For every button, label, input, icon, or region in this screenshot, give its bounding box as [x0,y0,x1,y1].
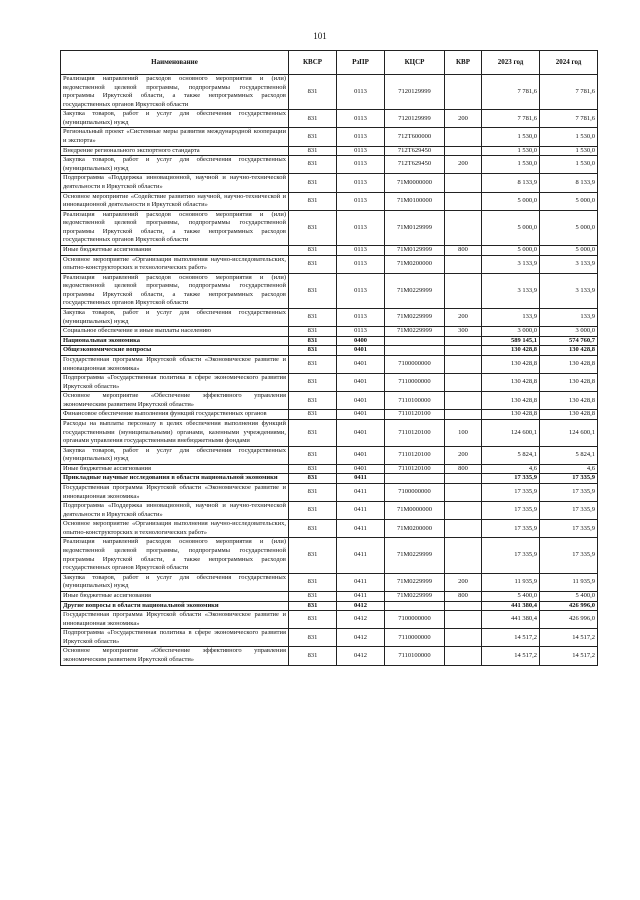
cell-kvsr: 831 [289,591,337,601]
table-row [61,110,598,128]
cell-kvsr: 831 [289,573,337,591]
cell-kcsr: 7110120100 [385,464,445,474]
cell-rzpr: 0113 [337,255,385,273]
cell-amount-2023: 130 428,8 [482,410,540,420]
cell-kvsr: 831 [289,273,337,308]
cell-name: Закупка товаров, работ и услуг для обеспечения государственных (муниципальных) нужд [61,110,289,128]
cell-kvsr: 831 [289,245,337,255]
cell-rzpr: 0113 [337,75,385,110]
cell-name: Иные бюджетные ассигнования [61,245,289,255]
cell-amount-2024: 7 781,6 [540,75,598,110]
cell-rzpr: 0401 [337,446,385,464]
cell-amount-2023: 11 935,9 [482,573,540,591]
cell-amount-2024: 130 428,8 [540,374,598,392]
cell-rzpr: 0411 [337,484,385,502]
cell-amount-2023: 1 530,0 [482,146,540,156]
cell-kvr [445,538,482,573]
cell-name: Общеэкономические вопросы [61,346,289,356]
cell-kvsr: 831 [289,156,337,174]
table-body [61,75,598,666]
cell-rzpr: 0113 [337,128,385,146]
cell-kvr [445,520,482,538]
cell-kcsr: 71М0000000 [385,174,445,192]
cell-amount-2023: 5 824,1 [482,446,540,464]
cell-amount-2023: 3 133,9 [482,255,540,273]
cell-amount-2023: 17 335,9 [482,520,540,538]
cell-amount-2023: 130 428,8 [482,374,540,392]
cell-amount-2024: 3 133,9 [540,255,598,273]
cell-name: Государственная программа Иркутской области «Экономическое развитие и инновационная экономика» [61,611,289,629]
cell-name: Финансовое обеспечение выполнения функций государственных органов [61,410,289,420]
cell-kcsr: 71М0000000 [385,502,445,520]
table-row [61,464,598,474]
table-header-row [61,51,598,75]
cell-kvr [445,336,482,346]
budget-table [60,50,598,666]
cell-rzpr: 0113 [337,146,385,156]
cell-kcsr: 7110100000 [385,647,445,665]
page-number: 101 [313,31,327,41]
table-row [61,647,598,665]
cell-name: Закупка товаров, работ и услуг для обеспечения государственных (муниципальных) нужд [61,309,289,327]
cell-amount-2024: 130 428,8 [540,355,598,373]
cell-amount-2024: 1 530,0 [540,146,598,156]
cell-amount-2023: 5 000,0 [482,192,540,210]
table-row [61,156,598,174]
cell-amount-2024: 426 996,0 [540,601,598,611]
cell-amount-2023: 17 335,9 [482,502,540,520]
cell-amount-2024: 17 335,9 [540,474,598,484]
cell-amount-2023: 14 517,2 [482,629,540,647]
cell-amount-2023: 7 781,6 [482,110,540,128]
cell-kvr [445,647,482,665]
table-row [61,327,598,337]
cell-amount-2023: 130 428,8 [482,392,540,410]
cell-name: Реализация направлений расходов основного мероприятия и (или) ведомственной целевой программы, подпрограммы государственной программы Иркутской области, а также непрограммных расходов государственных органов Иркутской области [61,210,289,245]
cell-amount-2023: 130 428,8 [482,346,540,356]
cell-kvr: 800 [445,464,482,474]
header-kvsr: КВСР [289,51,337,75]
cell-amount-2024: 8 133,9 [540,174,598,192]
cell-rzpr: 0411 [337,520,385,538]
cell-kcsr [385,346,445,356]
cell-amount-2023: 3 133,9 [482,273,540,308]
table-row [61,75,598,110]
cell-amount-2023: 1 530,0 [482,156,540,174]
cell-name: Подпрограмма «Поддержка инновационной, научной и научно-технической деятельности в Иркутской области» [61,502,289,520]
cell-kvsr: 831 [289,502,337,520]
cell-kvsr: 831 [289,75,337,110]
cell-amount-2023: 3 000,0 [482,327,540,337]
cell-kvsr: 831 [289,374,337,392]
header-year-2023: 2023 год [482,51,540,75]
cell-rzpr: 0401 [337,392,385,410]
cell-kvsr: 831 [289,520,337,538]
cell-name: Подпрограмма «Государственная политика в сфере экономического развития Иркутской области» [61,374,289,392]
cell-kvr: 200 [445,446,482,464]
cell-amount-2023: 14 517,2 [482,647,540,665]
cell-kvsr: 831 [289,446,337,464]
header-kvr: КВР [445,51,482,75]
cell-kvsr: 831 [289,484,337,502]
cell-name: Национальная экономика [61,336,289,346]
table-row [61,502,598,520]
table-row [61,446,598,464]
table-row [61,146,598,156]
cell-kvr [445,601,482,611]
cell-kcsr: 71М0200000 [385,520,445,538]
cell-kvr [445,410,482,420]
cell-amount-2024: 5 000,0 [540,210,598,245]
cell-amount-2023: 5 000,0 [482,245,540,255]
cell-rzpr: 0412 [337,601,385,611]
cell-kvr [445,484,482,502]
cell-rzpr: 0401 [337,419,385,446]
table-row [61,174,598,192]
cell-kvsr: 831 [289,210,337,245]
cell-kvr [445,346,482,356]
cell-amount-2023: 5 000,0 [482,210,540,245]
table-row [61,601,598,611]
cell-kvsr: 831 [289,538,337,573]
cell-amount-2023: 17 335,9 [482,538,540,573]
header-year-2024: 2024 год [540,51,598,75]
cell-amount-2023: 1 530,0 [482,128,540,146]
cell-kvsr: 831 [289,255,337,273]
cell-kvsr: 831 [289,464,337,474]
cell-kvr: 200 [445,573,482,591]
cell-kcsr: 7110000000 [385,629,445,647]
cell-amount-2024: 1 530,0 [540,128,598,146]
cell-amount-2024: 17 335,9 [540,520,598,538]
cell-amount-2024: 3 000,0 [540,327,598,337]
cell-amount-2024: 5 000,0 [540,192,598,210]
cell-kcsr: 7110000000 [385,374,445,392]
cell-rzpr: 0401 [337,374,385,392]
table-row [61,255,598,273]
cell-kcsr: 71М0229999 [385,573,445,591]
cell-kvsr: 831 [289,611,337,629]
cell-kvr [445,355,482,373]
cell-rzpr: 0401 [337,346,385,356]
cell-amount-2024: 17 335,9 [540,502,598,520]
cell-name: Реализация направлений расходов основного мероприятия и (или) ведомственной целевой программы, подпрограммы государственной программы Иркутской области, а также непрограммных расходов государственных органов Иркутской области [61,538,289,573]
table-row [61,128,598,146]
table-row [61,245,598,255]
cell-rzpr: 0113 [337,245,385,255]
cell-amount-2023: 17 335,9 [482,474,540,484]
cell-kcsr: 71М0229999 [385,273,445,308]
cell-amount-2023: 5 400,0 [482,591,540,601]
cell-kcsr: 71М0229999 [385,327,445,337]
table-row [61,273,598,308]
cell-kvr: 200 [445,309,482,327]
cell-amount-2023: 441 380,4 [482,601,540,611]
cell-kvsr: 831 [289,601,337,611]
cell-kvsr: 831 [289,355,337,373]
cell-rzpr: 0113 [337,110,385,128]
cell-kvr [445,611,482,629]
cell-amount-2023: 589 145,1 [482,336,540,346]
cell-kvsr: 831 [289,192,337,210]
cell-kvsr: 831 [289,392,337,410]
cell-name: Социальное обеспечение и иные выплаты населению [61,327,289,337]
cell-kcsr: 7110120100 [385,446,445,464]
cell-kvr [445,146,482,156]
cell-rzpr: 0113 [337,273,385,308]
cell-kcsr: 712T600000 [385,128,445,146]
cell-rzpr: 0412 [337,647,385,665]
cell-kcsr: 7100000000 [385,484,445,502]
cell-amount-2024: 14 517,2 [540,629,598,647]
cell-kcsr: 7100000000 [385,611,445,629]
cell-kvsr: 831 [289,327,337,337]
cell-amount-2024: 3 133,9 [540,273,598,308]
cell-rzpr: 0411 [337,474,385,484]
cell-rzpr: 0113 [337,156,385,174]
cell-rzpr: 0401 [337,464,385,474]
cell-amount-2024: 426 996,0 [540,611,598,629]
cell-rzpr: 0113 [337,210,385,245]
cell-amount-2024: 7 781,6 [540,110,598,128]
table-row [61,611,598,629]
table-row [61,520,598,538]
cell-amount-2024: 130 428,8 [540,410,598,420]
cell-name: Основное мероприятие «Организация выполнения научно-исследовательских, опытно-конструкторских и технологических работ» [61,255,289,273]
cell-amount-2024: 11 935,9 [540,573,598,591]
cell-kvr: 200 [445,156,482,174]
cell-kvr [445,174,482,192]
cell-kvr: 800 [445,245,482,255]
cell-kvr [445,128,482,146]
cell-name: Иные бюджетные ассигнования [61,464,289,474]
cell-kvr [445,75,482,110]
cell-name: Реализация направлений расходов основного мероприятия и (или) ведомственной целевой программы, подпрограммы государственной программы Иркутской области, а также непрограммных расходов государственных органов Иркутской области [61,75,289,110]
cell-name: Региональный проект «Системные меры развития международной кооперации и экспорта» [61,128,289,146]
cell-kvr [445,502,482,520]
cell-amount-2024: 17 335,9 [540,538,598,573]
cell-kvsr: 831 [289,474,337,484]
cell-amount-2023: 441 380,4 [482,611,540,629]
cell-amount-2024: 5 400,0 [540,591,598,601]
cell-name: Основное мероприятие «Организация выполнения научно-исследовательских, опытно-конструкторских и технологических работ» [61,520,289,538]
cell-amount-2024: 14 517,2 [540,647,598,665]
cell-kcsr: 71М0200000 [385,255,445,273]
cell-rzpr: 0411 [337,538,385,573]
cell-kvsr: 831 [289,629,337,647]
cell-kvsr: 831 [289,128,337,146]
cell-name: Государственная программа Иркутской области «Экономическое развитие и инновационная экономика» [61,355,289,373]
cell-rzpr: 0401 [337,355,385,373]
table-row [61,573,598,591]
table-row [61,192,598,210]
cell-name: Подпрограмма «Государственная политика в сфере экономического развития Иркутской области» [61,629,289,647]
cell-kcsr: 7110120100 [385,419,445,446]
cell-kvr [445,392,482,410]
cell-amount-2023: 17 335,9 [482,484,540,502]
cell-amount-2023: 4,6 [482,464,540,474]
table-row [61,538,598,573]
cell-kvsr: 831 [289,174,337,192]
table-row [61,419,598,446]
cell-rzpr: 0400 [337,336,385,346]
cell-amount-2024: 4,6 [540,464,598,474]
table-row [61,591,598,601]
cell-kvsr: 831 [289,346,337,356]
cell-kcsr: 7110100000 [385,392,445,410]
cell-name: Государственная программа Иркутской области «Экономическое развитие и инновационная экономика» [61,484,289,502]
cell-name: Закупка товаров, работ и услуг для обеспечения государственных (муниципальных) нужд [61,156,289,174]
cell-kvr [445,273,482,308]
cell-name: Иные бюджетные ассигнования [61,591,289,601]
table-row [61,309,598,327]
cell-name: Расходы на выплаты персоналу в целях обеспечения выполнения функций государственными (муниципальными) органами, казенными учреждениями, органами управления государственными внебюджетными фондами [61,419,289,446]
cell-kcsr: 71М0100000 [385,192,445,210]
cell-rzpr: 0411 [337,591,385,601]
cell-amount-2024: 124 600,1 [540,419,598,446]
cell-kvr: 800 [445,591,482,601]
table-row [61,410,598,420]
cell-kcsr: 7120129999 [385,75,445,110]
cell-kvsr: 831 [289,419,337,446]
cell-name: Внедрение регионального экспортного стандарта [61,146,289,156]
table-row [61,484,598,502]
cell-kcsr: 7110120100 [385,410,445,420]
cell-kcsr: 71М0229999 [385,309,445,327]
table-row [61,374,598,392]
cell-amount-2023: 124 600,1 [482,419,540,446]
cell-kvr [445,255,482,273]
cell-rzpr: 0113 [337,327,385,337]
cell-kcsr [385,601,445,611]
cell-rzpr: 0411 [337,573,385,591]
table-row [61,355,598,373]
cell-kvsr: 831 [289,410,337,420]
cell-kvr [445,374,482,392]
cell-amount-2024: 5 824,1 [540,446,598,464]
table-row [61,629,598,647]
cell-amount-2023: 8 133,9 [482,174,540,192]
cell-kvsr: 831 [289,309,337,327]
cell-kvr: 200 [445,110,482,128]
cell-amount-2023: 133,9 [482,309,540,327]
cell-kcsr: 712T629450 [385,146,445,156]
cell-name: Основное мероприятие «Обеспечение эффективного управления экономическим развитием Иркутской области» [61,392,289,410]
cell-kcsr: 71М0229999 [385,591,445,601]
cell-rzpr: 0113 [337,174,385,192]
cell-amount-2024: 130 428,8 [540,346,598,356]
header-rzpr: РзПР [337,51,385,75]
cell-amount-2024: 133,9 [540,309,598,327]
cell-name: Подпрограмма «Поддержка инновационной, научной и научно-технической деятельности в Иркутской области» [61,174,289,192]
cell-rzpr: 0113 [337,192,385,210]
cell-rzpr: 0401 [337,410,385,420]
cell-amount-2023: 130 428,8 [482,355,540,373]
cell-kcsr: 7100000000 [385,355,445,373]
table-row [61,346,598,356]
cell-kcsr: 71М0129999 [385,245,445,255]
cell-kvr [445,210,482,245]
cell-rzpr: 0113 [337,309,385,327]
table-row [61,474,598,484]
cell-rzpr: 0411 [337,502,385,520]
cell-amount-2024: 130 428,8 [540,392,598,410]
header-kcsr: КЦСР [385,51,445,75]
cell-name: Основное мероприятие «Содействие развитию научной, научно-технической и инновационной деятельности в Иркутской области» [61,192,289,210]
header-name: Наименование [61,51,289,75]
cell-kvsr: 831 [289,336,337,346]
cell-name: Закупка товаров, работ и услуг для обеспечения государственных (муниципальных) нужд [61,446,289,464]
cell-kvr [445,474,482,484]
table-row [61,210,598,245]
cell-amount-2024: 574 760,7 [540,336,598,346]
table-row [61,392,598,410]
cell-rzpr: 0412 [337,611,385,629]
cell-kvr: 100 [445,419,482,446]
cell-kvr [445,629,482,647]
cell-kvsr: 831 [289,110,337,128]
cell-amount-2024: 5 000,0 [540,245,598,255]
cell-rzpr: 0412 [337,629,385,647]
cell-name: Другие вопросы в области национальной экономики [61,601,289,611]
table-row [61,336,598,346]
cell-kcsr: 71М0229999 [385,538,445,573]
cell-kcsr: 712T629450 [385,156,445,174]
cell-kvr [445,192,482,210]
cell-kcsr: 7120129999 [385,110,445,128]
cell-name: Закупка товаров, работ и услуг для обеспечения государственных (муниципальных) нужд [61,573,289,591]
cell-kcsr: 71М0129999 [385,210,445,245]
cell-kcsr [385,336,445,346]
cell-kcsr [385,474,445,484]
cell-kvr: 300 [445,327,482,337]
cell-name: Прикладные научные исследования в области национальной экономики [61,474,289,484]
cell-name: Основное мероприятие «Обеспечение эффективного управления экономическим развитием Иркутской области» [61,647,289,665]
cell-amount-2024: 17 335,9 [540,484,598,502]
cell-name: Реализация направлений расходов основного мероприятия и (или) ведомственной целевой программы, подпрограммы государственной программы Иркутской области, а также непрограммных расходов государственных органов Иркутской области [61,273,289,308]
cell-amount-2023: 7 781,6 [482,75,540,110]
cell-amount-2024: 1 530,0 [540,156,598,174]
cell-kvsr: 831 [289,647,337,665]
cell-kvsr: 831 [289,146,337,156]
